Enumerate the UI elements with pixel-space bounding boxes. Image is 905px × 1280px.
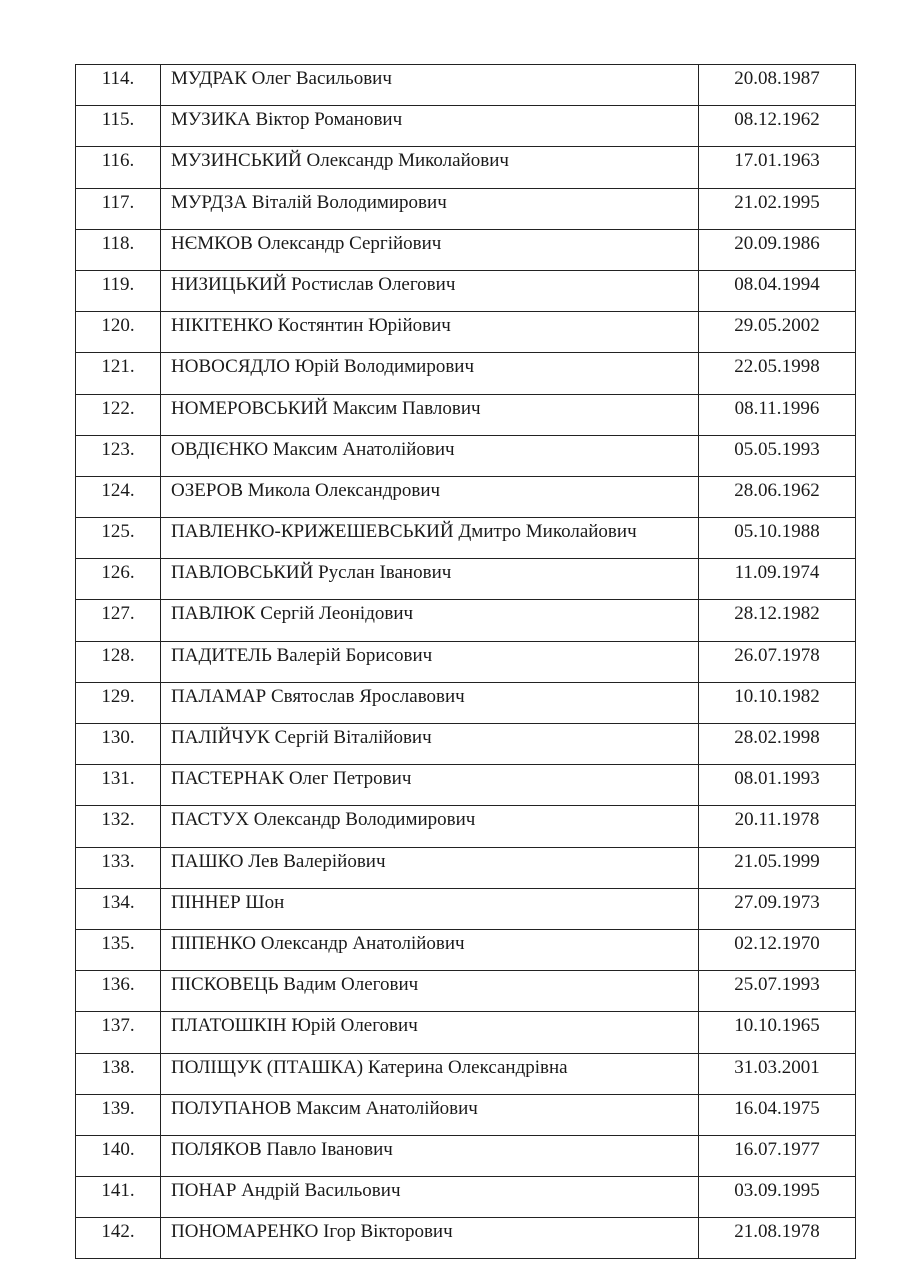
birth-date: 25.07.1993 — [699, 971, 856, 1012]
table-row — [76, 353, 856, 394]
row-number: 134. — [76, 888, 161, 929]
row-number: 116. — [76, 147, 161, 188]
row-number: 117. — [76, 188, 161, 229]
birth-date: 27.09.1973 — [699, 888, 856, 929]
person-name: ПОЛУПАНОВ Максим Анатолійович — [161, 1094, 699, 1135]
table-row — [76, 765, 856, 806]
table-row — [76, 65, 856, 106]
birth-date: 10.10.1982 — [699, 682, 856, 723]
birth-date: 20.11.1978 — [699, 806, 856, 847]
table-row — [76, 435, 856, 476]
person-name: МУДРАК Олег Васильович — [161, 65, 699, 106]
table-row — [76, 1135, 856, 1176]
person-name: НОВОСЯДЛО Юрій Володимирович — [161, 353, 699, 394]
birth-date: 31.03.2001 — [699, 1053, 856, 1094]
person-name: НЄМКОВ Олександр Сергійович — [161, 229, 699, 270]
birth-date: 17.01.1963 — [699, 147, 856, 188]
row-number: 127. — [76, 600, 161, 641]
table-row — [76, 1218, 856, 1259]
birth-date: 26.07.1978 — [699, 641, 856, 682]
birth-date: 29.05.2002 — [699, 312, 856, 353]
birth-date: 05.10.1988 — [699, 518, 856, 559]
birth-date: 28.02.1998 — [699, 724, 856, 765]
row-number: 123. — [76, 435, 161, 476]
row-number: 140. — [76, 1135, 161, 1176]
row-number: 131. — [76, 765, 161, 806]
table-row — [76, 312, 856, 353]
table-row — [76, 929, 856, 970]
row-number: 133. — [76, 847, 161, 888]
person-name: ПАЛАМАР Святослав Ярославович — [161, 682, 699, 723]
person-name: МУЗИКА Віктор Романович — [161, 106, 699, 147]
person-name: ПОНОМАРЕНКО Ігор Вікторович — [161, 1218, 699, 1259]
table-row — [76, 724, 856, 765]
table-row — [76, 1094, 856, 1135]
person-name: ПАЛІЙЧУК Сергій Віталійович — [161, 724, 699, 765]
row-number: 118. — [76, 229, 161, 270]
person-name: ПАСТУХ Олександр Володимирович — [161, 806, 699, 847]
birth-date: 08.12.1962 — [699, 106, 856, 147]
person-name: МУЗИНСЬКИЙ Олександр Миколайович — [161, 147, 699, 188]
table-row — [76, 106, 856, 147]
birth-date: 21.05.1999 — [699, 847, 856, 888]
table-row — [76, 971, 856, 1012]
table-row — [76, 476, 856, 517]
table-row — [76, 229, 856, 270]
person-name: ПАШКО Лев Валерійович — [161, 847, 699, 888]
person-name: ПАВЛОВСЬКИЙ Руслан Іванович — [161, 559, 699, 600]
birth-date: 28.06.1962 — [699, 476, 856, 517]
persons-table — [75, 64, 856, 1259]
row-number: 121. — [76, 353, 161, 394]
row-number: 119. — [76, 270, 161, 311]
table-body — [76, 65, 856, 1259]
person-name: ПОЛЯКОВ Павло Іванович — [161, 1135, 699, 1176]
person-name: ПІПЕНКО Олександр Анатолійович — [161, 929, 699, 970]
row-number: 138. — [76, 1053, 161, 1094]
person-name: МУРДЗА Віталій Володимирович — [161, 188, 699, 229]
row-number: 120. — [76, 312, 161, 353]
table-row — [76, 1177, 856, 1218]
row-number: 136. — [76, 971, 161, 1012]
birth-date: 20.08.1987 — [699, 65, 856, 106]
person-name: ПІСКОВЕЦЬ Вадим Олегович — [161, 971, 699, 1012]
table-row — [76, 188, 856, 229]
row-number: 132. — [76, 806, 161, 847]
table-row — [76, 641, 856, 682]
row-number: 139. — [76, 1094, 161, 1135]
row-number: 137. — [76, 1012, 161, 1053]
birth-date: 20.09.1986 — [699, 229, 856, 270]
person-name: ПАВЛЮК Сергій Леонідович — [161, 600, 699, 641]
table-row — [76, 600, 856, 641]
table-row — [76, 147, 856, 188]
birth-date: 21.02.1995 — [699, 188, 856, 229]
row-number: 129. — [76, 682, 161, 723]
table-row — [76, 682, 856, 723]
birth-date: 08.01.1993 — [699, 765, 856, 806]
birth-date: 08.11.1996 — [699, 394, 856, 435]
table-row — [76, 270, 856, 311]
birth-date: 03.09.1995 — [699, 1177, 856, 1218]
row-number: 130. — [76, 724, 161, 765]
person-name: ОЗЕРОВ Микола Олександрович — [161, 476, 699, 517]
row-number: 128. — [76, 641, 161, 682]
row-number: 141. — [76, 1177, 161, 1218]
row-number: 142. — [76, 1218, 161, 1259]
row-number: 114. — [76, 65, 161, 106]
person-name: ПЛАТОШКІН Юрій Олегович — [161, 1012, 699, 1053]
row-number: 124. — [76, 476, 161, 517]
birth-date: 10.10.1965 — [699, 1012, 856, 1053]
birth-date: 21.08.1978 — [699, 1218, 856, 1259]
person-name: ПАСТЕРНАК Олег Петрович — [161, 765, 699, 806]
row-number: 115. — [76, 106, 161, 147]
person-name: НІКІТЕНКО Костянтин Юрійович — [161, 312, 699, 353]
person-name: ПІННЕР Шон — [161, 888, 699, 929]
person-name: ПАВЛЕНКО-КРИЖЕШЕВСЬКИЙ Дмитро Миколайович — [161, 518, 699, 559]
table-row — [76, 1053, 856, 1094]
table-row — [76, 888, 856, 929]
birth-date: 28.12.1982 — [699, 600, 856, 641]
birth-date: 16.07.1977 — [699, 1135, 856, 1176]
table-row — [76, 847, 856, 888]
table-row — [76, 806, 856, 847]
birth-date: 11.09.1974 — [699, 559, 856, 600]
birth-date: 16.04.1975 — [699, 1094, 856, 1135]
table-row — [76, 1012, 856, 1053]
person-name: ПОНАР Андрій Васильович — [161, 1177, 699, 1218]
birth-date: 02.12.1970 — [699, 929, 856, 970]
person-name: ПОЛІЩУК (ПТАШКА) Катерина Олександрівна — [161, 1053, 699, 1094]
birth-date: 08.04.1994 — [699, 270, 856, 311]
table-row — [76, 518, 856, 559]
person-name: НОМЕРОВСЬКИЙ Максим Павлович — [161, 394, 699, 435]
birth-date: 05.05.1993 — [699, 435, 856, 476]
person-name: ПАДИТЕЛЬ Валерій Борисович — [161, 641, 699, 682]
person-name: НИЗИЦЬКИЙ Ростислав Олегович — [161, 270, 699, 311]
row-number: 122. — [76, 394, 161, 435]
table-row — [76, 394, 856, 435]
birth-date: 22.05.1998 — [699, 353, 856, 394]
row-number: 125. — [76, 518, 161, 559]
table-row — [76, 559, 856, 600]
person-name: ОВДІЄНКО Максим Анатолійович — [161, 435, 699, 476]
row-number: 126. — [76, 559, 161, 600]
row-number: 135. — [76, 929, 161, 970]
